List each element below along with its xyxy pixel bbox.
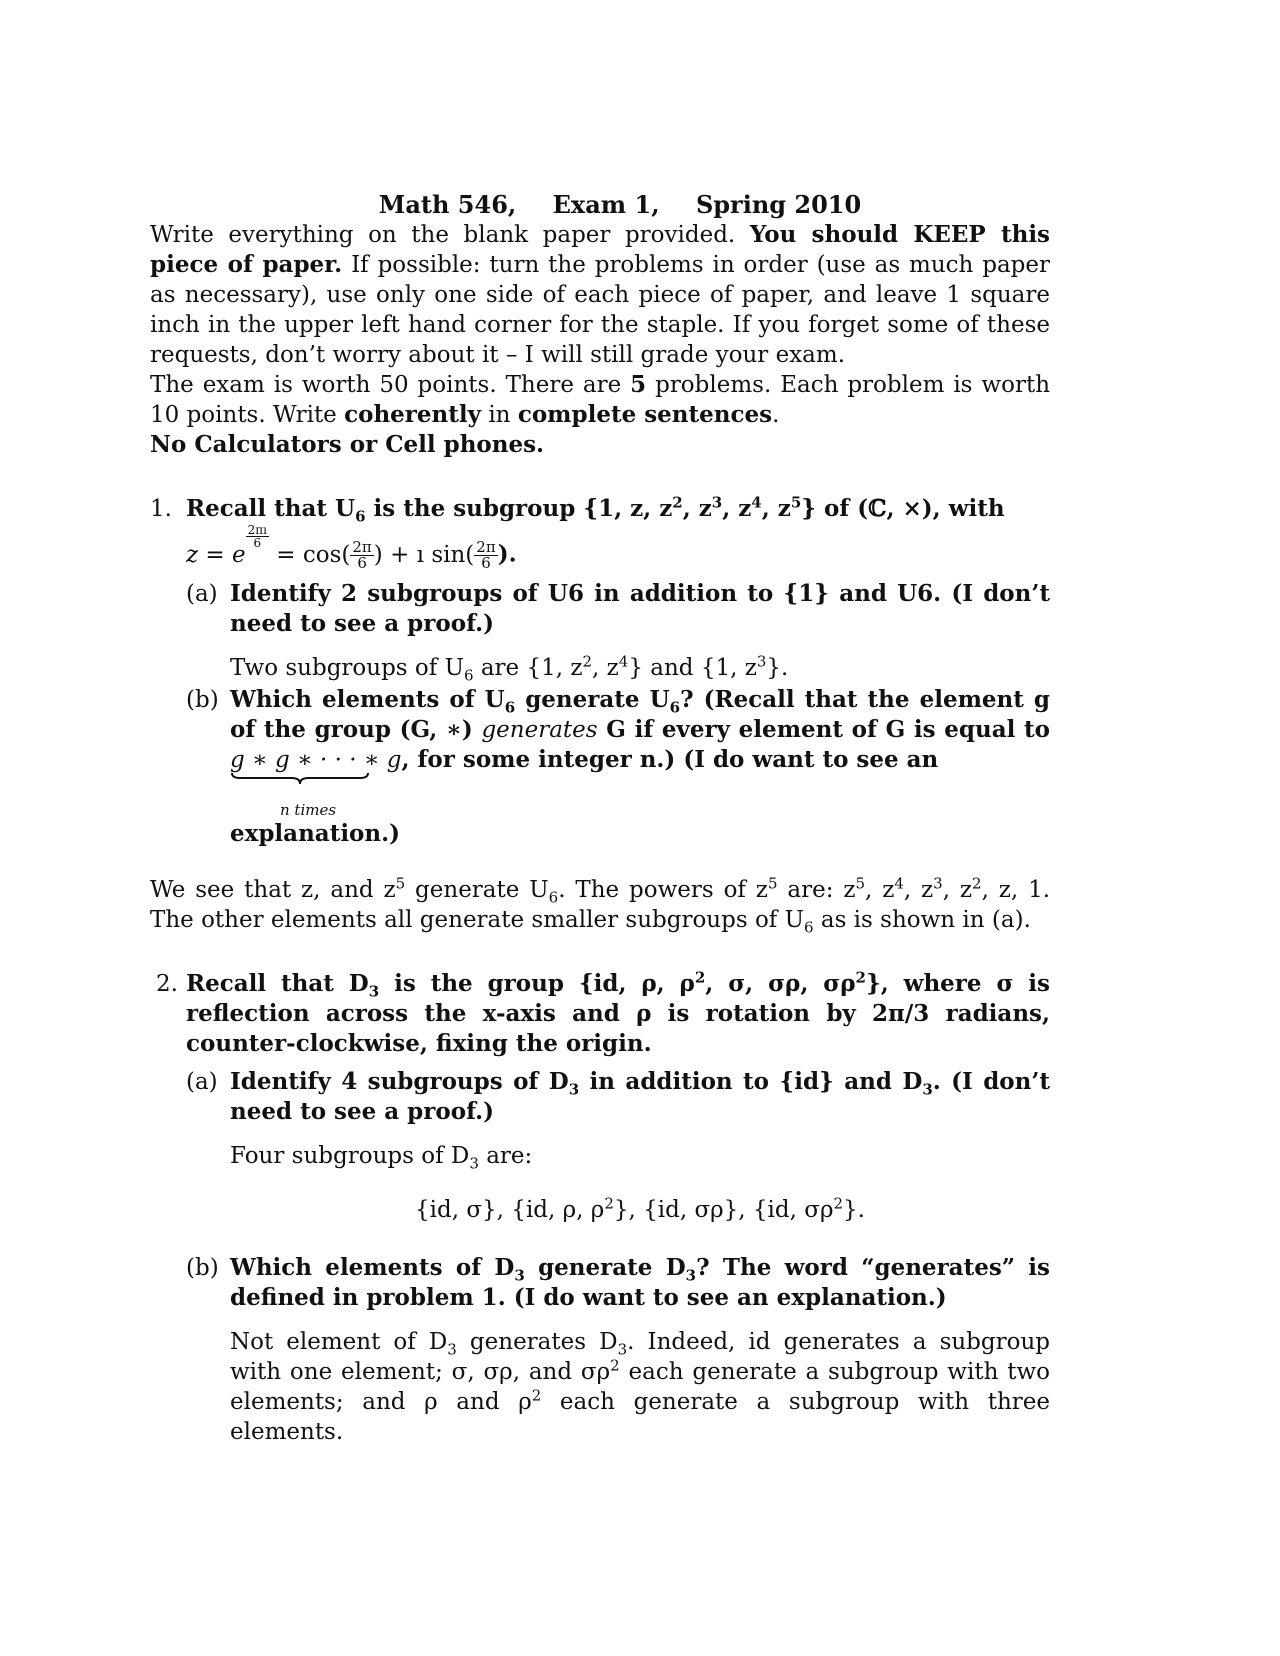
problem-statement: Recall that $D_3$ is the group {id, ρ, $\rho^2$, σ, σρ, $\sigma\rho^2$}, where σ is reflection across the x-axis and ρ is rotation by 2π/3 radians, counter-clockwise, fixing the origin.: [186, 968, 1050, 1058]
underbrace-expression: g ∗ g ∗ · · · ∗ g: [230, 745, 402, 775]
exam-title: [190, 190, 1050, 220]
problem-2: [150, 969, 1050, 1447]
question-text: Which elements of $D_3$ generate $D_3$? The word “generates” is defined in problem 1. (I do want to see an explanation.): [230, 1254, 1050, 1312]
points-paragraph: The exam is worth 50 points. There are 5 problems. Each problem is worth 10 points. Write coherently in complete sentences.: [150, 371, 1051, 428]
problem-1a: (a) Identify 2 subgroups of U6 in addition to {1} and U6. (I don’t need to see a proof.): [186, 580, 1050, 638]
course-title: Math 546,: [378, 190, 517, 219]
answer-2a: Four subgroups of $D_3$ are:: [230, 1143, 533, 1173]
subgroups-display: {id, σ}, {id, ρ, $\rho^2$}, {id, σρ}, {id, $\sigma\rho^2$}.: [415, 1194, 865, 1224]
exam-page: [150, 190, 1050, 1447]
problem-number: 1.: [150, 496, 172, 522]
problem-2a: (a) Identify 4 subgroups of $D_3$ in addition to {id} and $D_3$. (I don’t need to see a proof.): [186, 1068, 1050, 1126]
problem-2b: (b) Which elements of $D_3$ generate $D_3$? The word “generates” is defined in problem 1. (I do want to see an explanation.): [186, 1254, 1050, 1312]
problem-1: [150, 494, 1050, 935]
brace-note: n times: [280, 801, 337, 820]
question-text: Which elements of $U_6$ generate $U_6$? (Recall that the element g of the group (G, ∗) generates G if every element of G is equal to g ∗ g ∗ · · · ∗ g , for some integer n.) (I do want to see an n times explanation.): [230, 686, 1051, 848]
problem-1b: (b) Which elements of $U_6$ generate $U_6$? (Recall that the element g of the group (G, ∗) generates G if every element of G is equal to g ∗ g ∗ · · · ∗ g , for some integer n.) (I do want to see an n times explanation.): [186, 686, 1051, 848]
question-text: Identify 2 subgroups of U6 in addition to {1} and U6. (I don’t need to see a proof.): [230, 580, 1050, 638]
instructions-paragraph: Write everything on the blank paper provided. You should KEEP this piece of paper. If possible: turn the problems in order (use as much paper as necessary), use only one side of each piece of paper, and leave 1 square inch in the upper left hand corner for the staple. If you forget some of these requests, don’t worry about it – I will still grade your exam.: [150, 221, 1051, 368]
answer-2b: Not element of $D_3$ generates $D_3$. Indeed, id generates a subgroup with one element; σ, σρ, and $\sigma\rho^2$ each generate a subgroup with two elements; and ρ and $\rho^2$ each generate a subgroup with three elements.: [230, 1329, 1051, 1446]
no-calculators-note: No Calculators or Cell phones.: [150, 431, 545, 458]
exam-term: Spring 2010: [695, 190, 862, 219]
underbrace-icon: [230, 771, 370, 785]
problem-number: 2.: [156, 971, 178, 998]
exam-name: Exam 1,: [552, 190, 660, 219]
question-text: Identify 4 subgroups of $D_3$ in addition to {id} and $D_3$. (I don’t need to see a proof.): [230, 1068, 1050, 1126]
answer-1b: We see that z, and $z^5$ generate $U_6$. The powers of $z^5$ are: $z^5$, $z^4$, $z^3$, $z^2$, z, 1. The other elements all generate smaller subgroups of $U_6$ as is shown in (a).: [150, 874, 1051, 937]
answer-1a: Two subgroups of $U_6$ are {1, $z^2$, $z^4$} and {1, $z^3$}.: [230, 652, 789, 685]
problem-statement: Recall that $U_6$ is the subgroup {1, z, $z^2$, $z^3$, $z^4$, $z^5$} of (ℂ, ×), with z = e $^{\frac{2\pi ı}{6}}$ = cos( $\frac{2\pi}{6}$ ) + ı sin( $\frac{2\pi}{6}$ ).: [186, 493, 1005, 573]
instructions: [150, 220, 1050, 460]
